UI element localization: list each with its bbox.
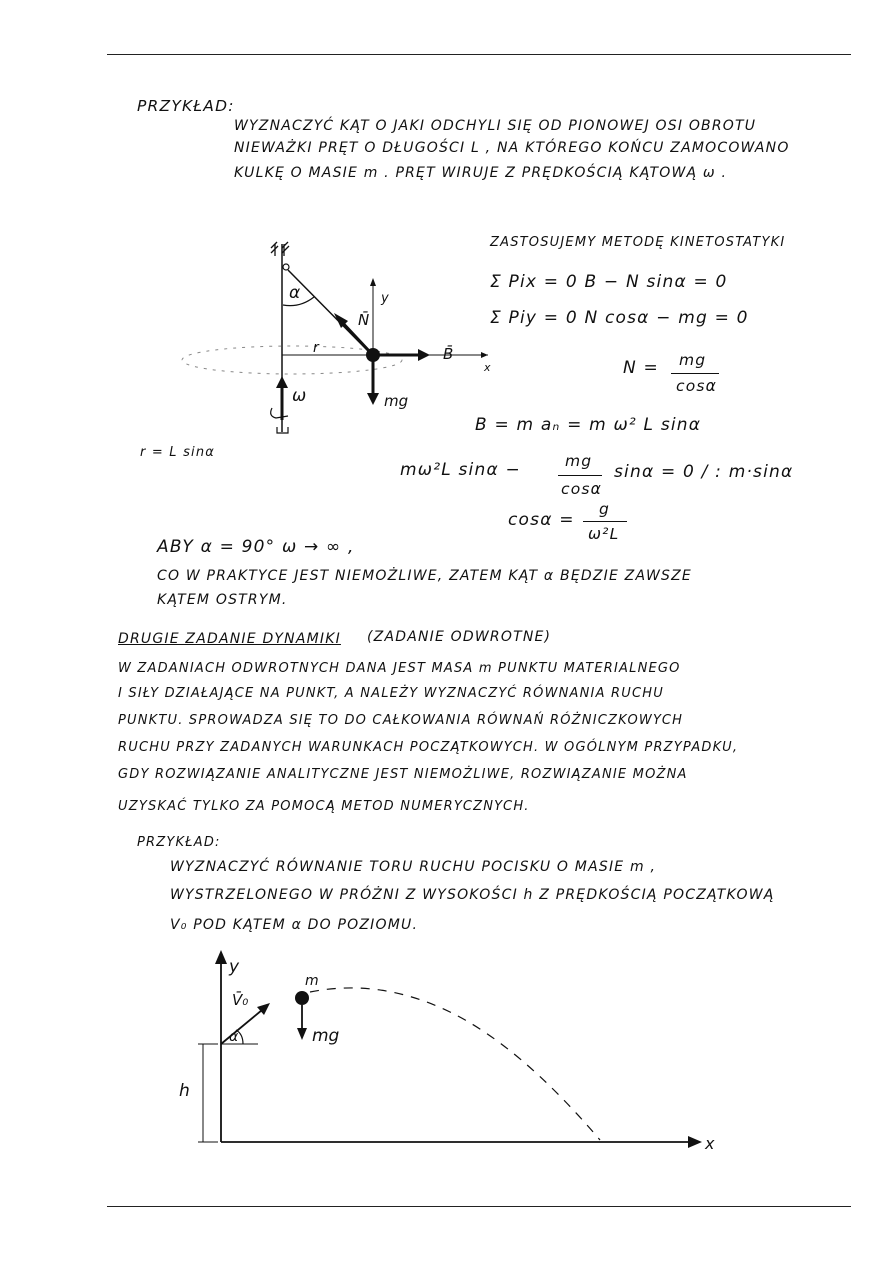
label-N: N̄ <box>358 311 370 329</box>
label-v0: V̄₀ <box>232 991 249 1009</box>
label-alpha: α <box>229 1029 239 1045</box>
velocity-arrow <box>221 1010 262 1044</box>
y-axis-arrowhead <box>215 950 227 964</box>
label-omega: ω <box>292 386 307 406</box>
method-line: ZASTOSUJEMY METODĘ KINETOSTATYKI <box>490 235 786 250</box>
conclusion-line-1: ABY α = 90° ω → ∞ , <box>157 537 355 557</box>
equation-sum-y: Σ Piy = 0 N cosα − mg = 0 <box>490 308 749 328</box>
equation-combined-numerator: mg <box>565 452 593 470</box>
trajectory <box>310 988 600 1140</box>
equation-cos-numerator: g <box>599 500 611 518</box>
equation-combined-a: mω²L sinα − <box>400 460 521 480</box>
section2-line-1: W ZADANIACH ODWROTNYCH DANA JEST MASA m PUNKTU MATERIALNEGO <box>118 661 681 676</box>
equation-N-denominator: cosα <box>676 377 718 395</box>
example1-task-line-3: KULKĘ O MASIE m . PRĘT WIRUJE Z PRĘDKOŚCIĄ KĄTOWĄ ω . <box>234 165 728 181</box>
section2-title: DRUGIE ZADANIE DYNAMIKI <box>118 631 341 647</box>
example1-task-line-1: WYZNACZYĆ KĄT O JAKI ODCHYLI SIĘ OD PIONOWEJ OSI OBROTU <box>234 118 757 134</box>
r-definition: r = L sinα <box>140 445 216 460</box>
equation-N-lhs: N = <box>623 358 659 378</box>
section2-line-5: GDY ROZWIĄZANIE ANALITYCZNE JEST NIEMOŻLIWE, ROZWIĄZANIE MOŻNA <box>118 767 688 782</box>
equation-sum-x: Σ Pix = 0 B − N sinα = 0 <box>490 272 728 292</box>
label-B: B̄ <box>443 345 454 363</box>
section2-line-2: I SIŁY DZIAŁAJĄCE NA PUNKT, A NALEŻY WYZNACZYĆ RÓWNANIA RUCHU <box>118 686 664 701</box>
equation-combined-denominator: cosα <box>561 480 603 498</box>
label-r: r <box>313 340 319 356</box>
label-mg: mg <box>312 1026 340 1046</box>
conclusion-line-2: CO W PRAKTYCE JEST NIEMOŻLIWE, ZATEM KĄT α BĘDZIE ZAWSZE <box>157 568 692 584</box>
section2-line-4: RUCHU PRZY ZADANYCH WARUNKACH POCZĄTKOWYCH. W OGÓLNYM PRZYPADKU, <box>118 740 739 755</box>
equation-combined-b: sinα = 0 / : m·sinα <box>614 462 794 482</box>
example2-task-line-3: V₀ POD KĄTEM α DO POZIOMU. <box>170 917 419 933</box>
label-y: y <box>229 957 240 977</box>
example2-heading: PRZYKŁAD: <box>137 835 221 850</box>
equation-cos-denominator: ω²L <box>588 525 620 543</box>
gravity-arrowhead <box>297 1028 307 1040</box>
section2-title-paren: (ZADANIE ODWROTNE) <box>367 629 552 645</box>
label-h: h <box>179 1081 190 1101</box>
x-axis-arrowhead <box>688 1136 702 1148</box>
label-x: x <box>484 361 491 374</box>
label-alpha: α <box>289 283 301 303</box>
label-x: x <box>705 1134 715 1153</box>
conclusion-line-3: KĄTEM OSTRYM. <box>157 592 288 608</box>
example1-heading: PRZYKŁAD: <box>137 97 235 115</box>
example2-task-line-2: WYSTRZELONEGO W PRÓŻNI Z WYSOKOŚCI h Z PRĘDKOŚCIĄ POCZĄTKOWĄ <box>170 887 775 903</box>
equation-N-numerator: mg <box>679 351 707 369</box>
label-y: y <box>381 291 389 306</box>
equation-B: B = m aₙ = m ω² L sinα <box>475 415 702 435</box>
section2-line-6: UZYSKAĆ TYLKO ZA POMOCĄ METOD NUMERYCZNYCH. <box>118 799 530 814</box>
equation-cos-lhs: cosα = <box>508 510 575 530</box>
example1-task-line-2: NIEWAŻKI PRĘT O DŁUGOŚCI L , NA KTÓREGO KOŃCU ZAMOCOWANO <box>234 140 790 156</box>
example2-task-line-1: WYZNACZYĆ RÓWNANIE TORU RUCHU POCISKU O MASIE m , <box>170 859 657 875</box>
projectile-mass <box>295 991 309 1005</box>
label-m: m <box>305 973 319 989</box>
label-mg: mg <box>384 392 409 410</box>
section2-line-3: PUNKTU. SPROWADZA SIĘ TO DO CAŁKOWANIA RÓWNAŃ RÓŻNICZKOWYCH <box>118 713 684 728</box>
